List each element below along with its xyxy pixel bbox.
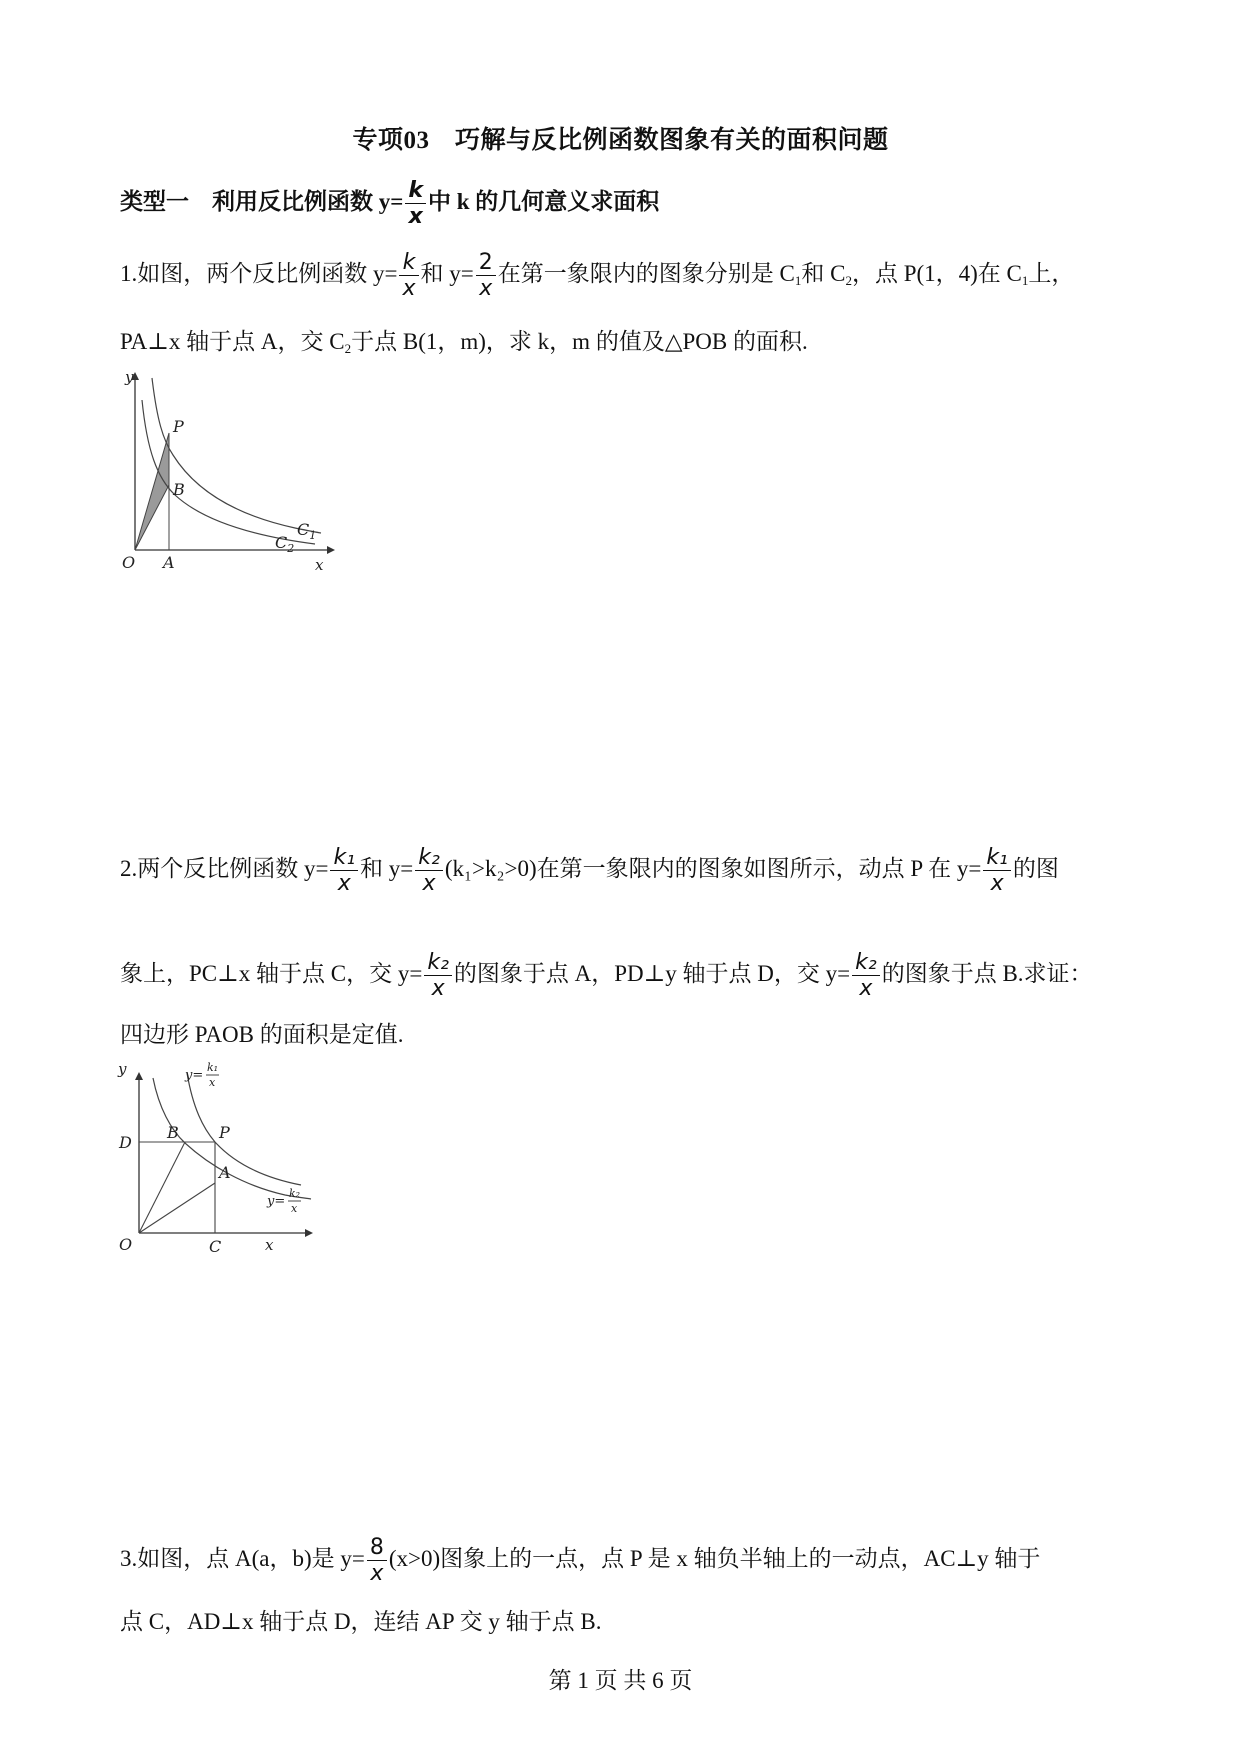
q2-line-3: 四边形 PAOB 的面积是定值. [120, 1022, 404, 1047]
section-suffix: 中 k 的几何意义求面积 [428, 189, 660, 215]
fraction-denominator: x [479, 276, 493, 302]
y-axis-label: y [125, 370, 134, 386]
label-prefix: y= [267, 1194, 286, 1209]
q1-text: ，点 P(1，4)在 C [851, 261, 1022, 287]
q1-line-2 [120, 330, 808, 355]
x-axis-arrow [305, 1229, 313, 1237]
q3-text: 3.如图，点 A(a，b)是 y= [120, 1546, 365, 1572]
label-denominator: x [291, 1202, 298, 1215]
y-axis-arrow [135, 1072, 143, 1080]
fraction-numerator: k₂ [415, 845, 443, 871]
label-prefix: y= [185, 1068, 204, 1083]
curve-label-c2: $C_2$ [275, 533, 295, 555]
q2-line-2 [120, 950, 1093, 1002]
fraction-denominator: x [337, 871, 351, 897]
q2-text: 的图象于点 B.求证： [881, 961, 1093, 987]
point-label-o: O [122, 553, 136, 572]
figure-1-graph [115, 370, 345, 575]
q3-line-2: 点 C，AD⊥x 轴于点 D，连结 AP 交 y 轴于点 B. [120, 1609, 602, 1634]
q1-text: 于点 B(1，m)，求 k，m 的值及△POB 的面积. [351, 329, 808, 354]
y-axis-label: y [118, 1060, 127, 1078]
point-label-o: O [119, 1235, 133, 1253]
q2-fraction-k2 [415, 845, 443, 897]
q1-fraction-2 [476, 250, 496, 302]
x-axis-arrow [327, 546, 335, 554]
fraction-numerator: k₁ [983, 845, 1011, 871]
q3-fraction-8 [367, 1535, 387, 1587]
q2-text: (k₁>k₂>0)在第一象限内的图象如图所示，动点 P 在 y= [444, 856, 982, 882]
curve-label-c1: $C_1$ [297, 520, 317, 542]
point-label-b: B [167, 1123, 179, 1142]
q2-text: 2.两个反比例函数 y= [120, 856, 329, 882]
q3-text: (x>0)图象上的一点，点 P 是 x 轴负半轴上的一动点，AC⊥y 轴于 [388, 1546, 1041, 1572]
point-label-c: C [209, 1237, 222, 1253]
point-label-a: A [163, 553, 175, 572]
page-title: 专项03 巧解与反比例函数图象有关的面积问题 [352, 127, 889, 154]
q3-line-1 [120, 1535, 1040, 1587]
q2-fraction-k2-c [852, 950, 880, 1002]
fraction-numerator: k [405, 178, 426, 204]
fraction-denominator: x [422, 871, 436, 897]
point-label-a: A [219, 1163, 231, 1182]
fraction-numerator: k₂ [852, 950, 880, 976]
figure-2-graph [115, 1058, 350, 1253]
segment-ob [139, 1142, 185, 1233]
point-label-p: P [219, 1123, 230, 1142]
fraction-numerator: k₂ [424, 950, 452, 976]
fraction-denominator: x [402, 276, 416, 302]
subscript: 1 [794, 273, 802, 289]
fraction-denominator: x [431, 976, 445, 1002]
curve-c1 [152, 378, 321, 533]
q1-text: PA⊥x 轴于点 A，交 C [120, 329, 345, 354]
q2-text: 象上，PC⊥x 轴于点 C，交 y= [120, 961, 423, 987]
fraction-denominator: x [859, 976, 873, 1002]
x-axis-label: x [265, 1236, 274, 1253]
fraction-numerator: 2 [476, 250, 496, 276]
q1-text: 1.如图，两个反比例函数 y= [120, 261, 398, 287]
page-footer: 第 1 页 共 6 页 [548, 1668, 693, 1693]
q1-text: 在第一象限内的图象分别是 C [497, 261, 795, 287]
q2-text: 的图 [1012, 856, 1059, 882]
q1-text: 上， [1028, 261, 1075, 287]
subscript: 1 [1021, 273, 1029, 289]
fraction-numerator: k₁ [330, 845, 358, 871]
fraction-numerator: k [399, 250, 418, 276]
q2-fraction-k1-b [983, 845, 1011, 897]
segment-oa [139, 1183, 215, 1233]
label-numerator: k₂ [289, 1187, 301, 1200]
fraction-numerator: 8 [367, 1535, 387, 1561]
fraction-denominator: x [408, 204, 423, 230]
curve-k1 [187, 1073, 301, 1185]
q2-line-1 [120, 845, 1059, 897]
section-heading [120, 178, 659, 230]
triangle-pob [135, 433, 169, 550]
q1-fraction-k [399, 250, 418, 302]
subscript: 2 [845, 273, 852, 289]
label-denominator: x [209, 1076, 216, 1089]
q2-fraction-k1 [330, 845, 358, 897]
q2-text: 的图象于点 A，PD⊥y 轴于点 D，交 y= [453, 961, 851, 987]
label-numerator: k₁ [207, 1061, 219, 1074]
subscript: 2 [344, 341, 352, 356]
x-axis-label: x [315, 556, 324, 574]
q2-text: 和 y= [360, 856, 414, 882]
q2-fraction-k2-b [424, 950, 452, 1002]
section-fraction [405, 178, 426, 230]
q1-line-1 [120, 250, 1074, 302]
q1-text: 和 y= [420, 261, 474, 287]
fraction-denominator: x [370, 1561, 384, 1587]
point-label-p: P [173, 417, 184, 436]
section-prefix: 类型一 利用反比例函数 y= [120, 189, 404, 215]
point-label-d: D [119, 1133, 132, 1152]
point-label-b: B [173, 480, 185, 499]
q1-text: 和 C [801, 261, 846, 287]
fraction-denominator: x [990, 871, 1004, 897]
